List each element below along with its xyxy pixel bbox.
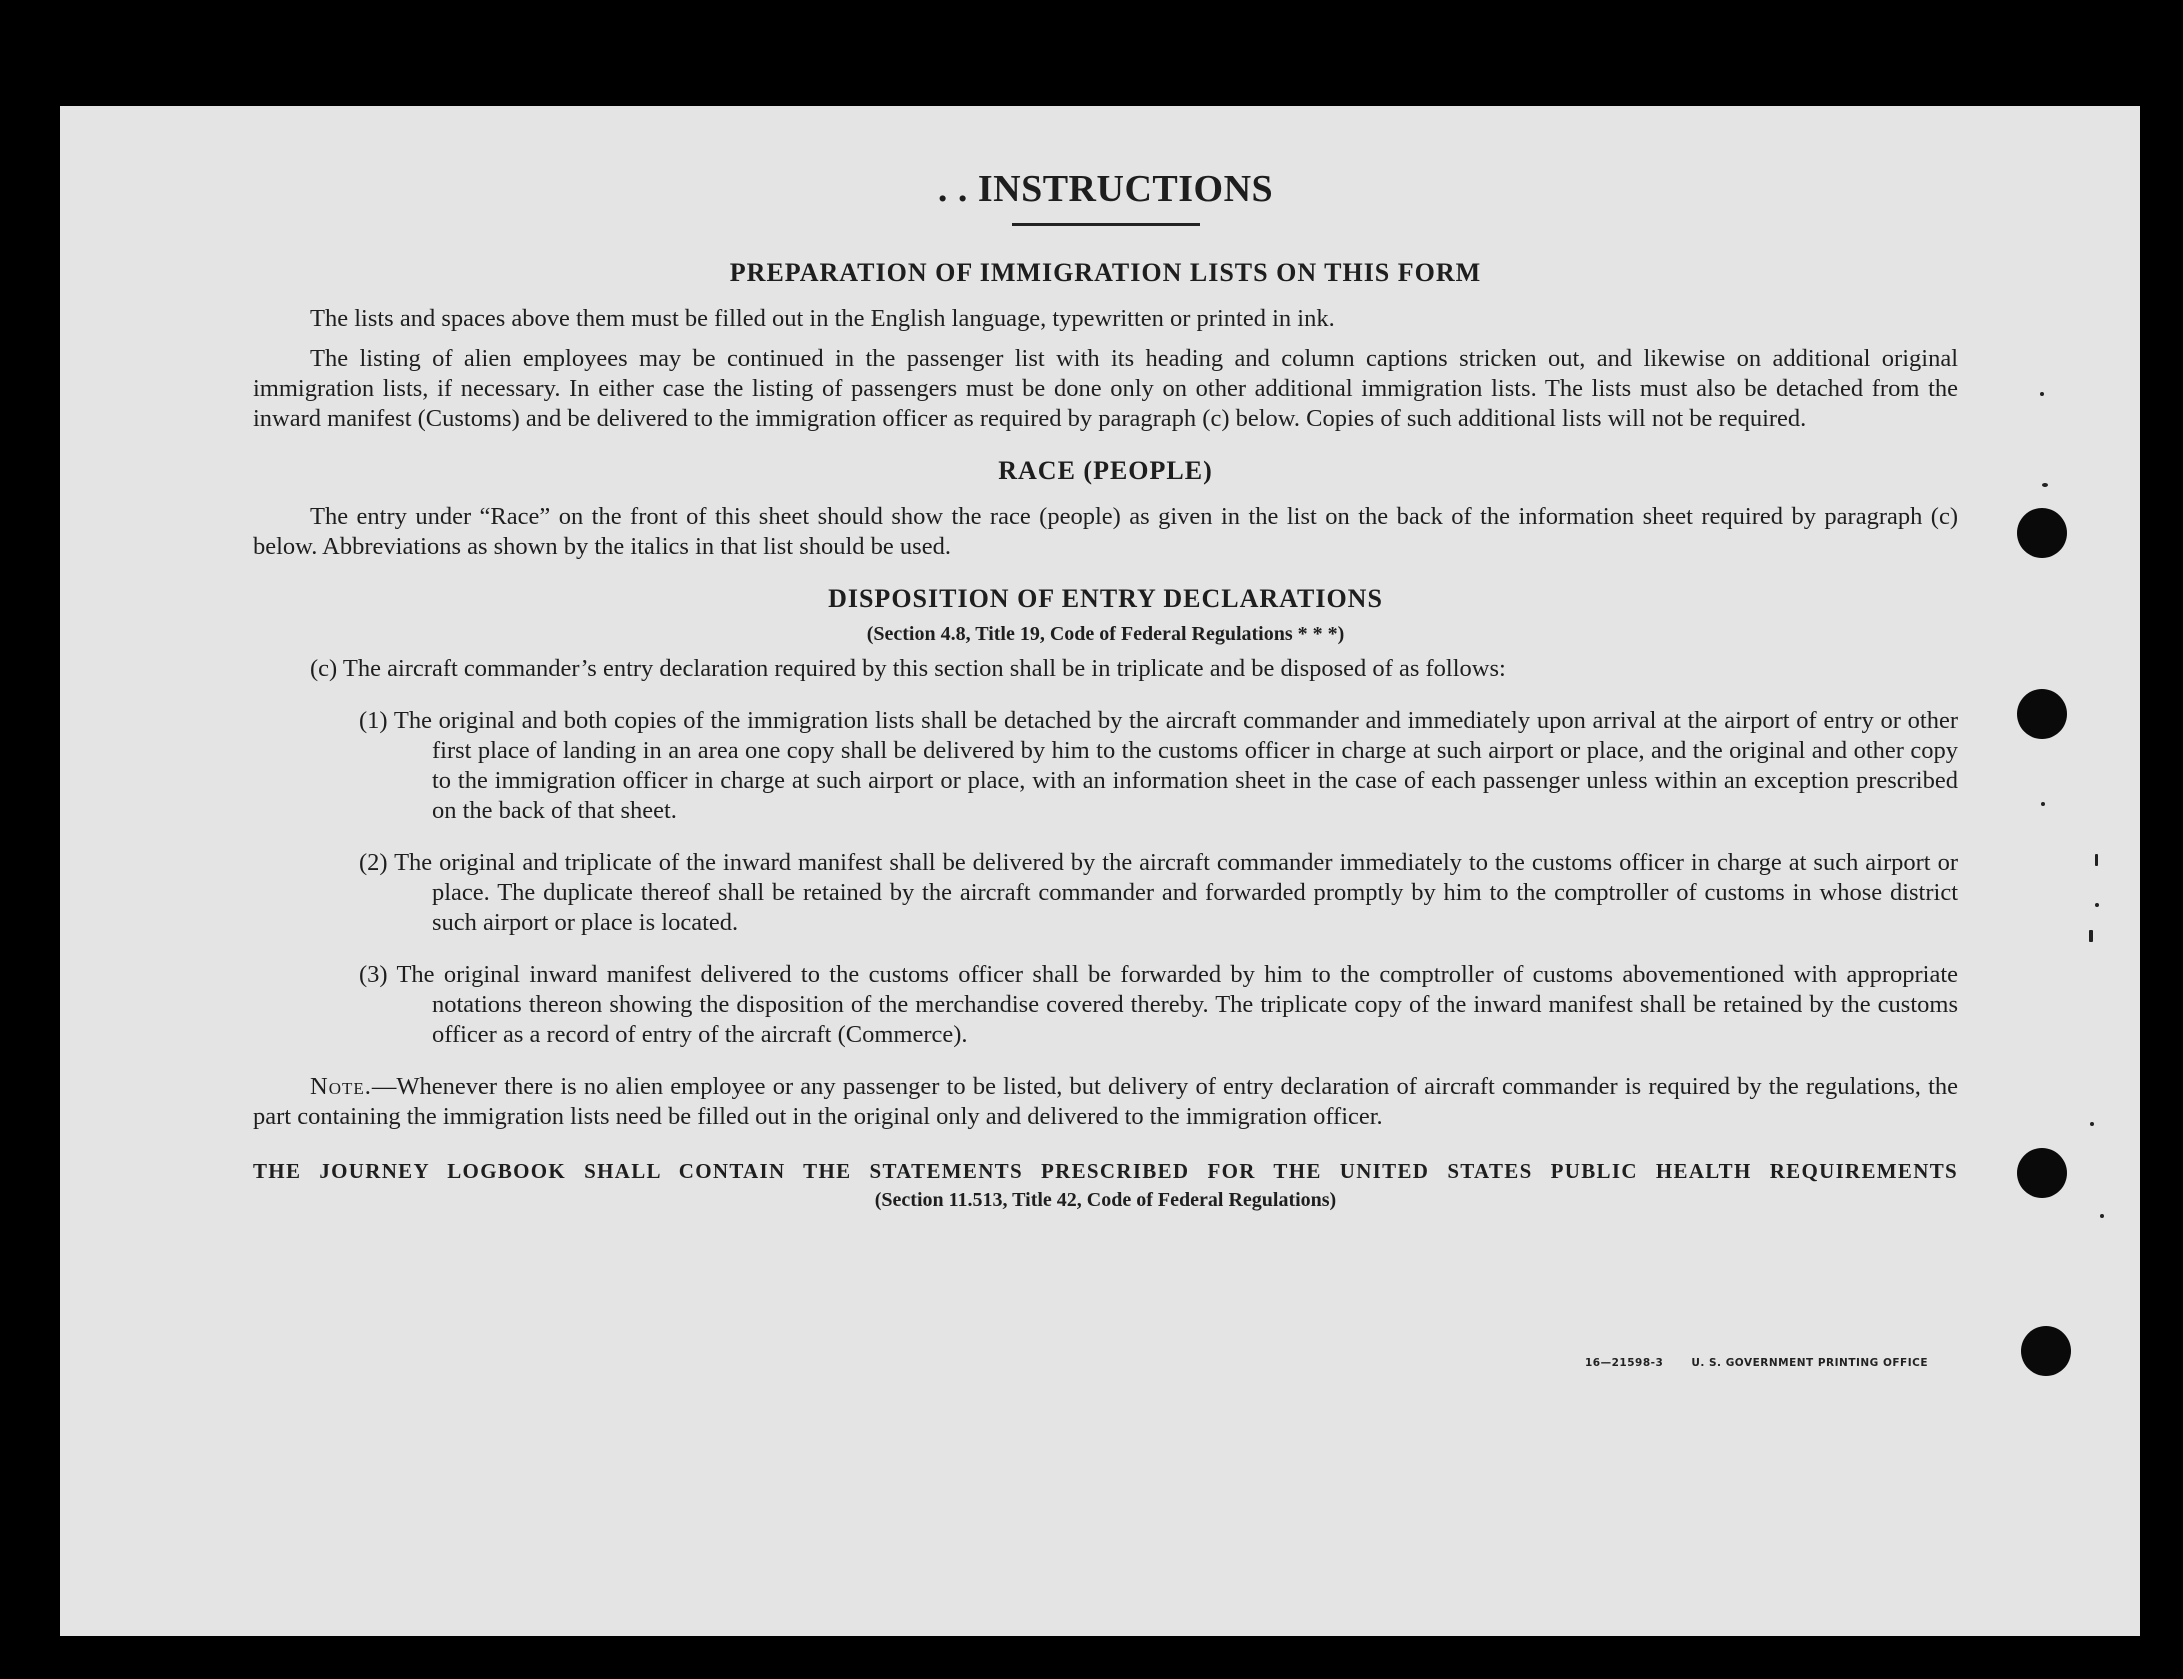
section-heading-race: RACE (PEOPLE) (998, 456, 1213, 485)
note-label: Note. (310, 1073, 372, 1100)
speck (2095, 903, 2099, 907)
speck (2090, 1122, 2094, 1126)
punch-hole-4 (2021, 1326, 2071, 1376)
paragraph-race-entry: The entry under “Race” on the front of this sheet should show the race (people) as given in the list on the back of the information sheet required by paragraph (c) below. Abbreviations as shown by the italics in that list should be used. (253, 503, 1958, 560)
printer-imprint (1585, 1357, 1928, 1369)
printing-office: U. S. GOVERNMENT PRINTING OFFICE (1691, 1357, 1929, 1369)
note-text: —Whenever there is no alien employee or any passenger to be listed, but delivery of entry declaration of aircraft commander is required by the regulations, the part containing the immigration lists need be filled out in the original only and delivered to the immigration officer. (253, 1073, 1958, 1130)
list-item-1: (1) The original and both copies of the immigration lists shall be detached by the aircraft commander and immediately upon arrival at the airport of entry or other first place of landing in an area one copy shall be delivered by him to the customs officer in charge at such airport or place, and the original and other copy to the immigration officer in charge at such airport or place, with an information sheet in the case of each passenger unless within an exception prescribed on the back of that sheet. (359, 707, 1958, 824)
paragraph-alien-employees: The listing of alien employees may be continued in the passenger list with its heading and column captions stricken out, and likewise on additional original immigration lists, if necessary. In either case the listing of passengers must be done only on other additional immigration lists. The lists must also be detached from the inward manifest (Customs) and be delivered to the immigration officer as required by paragraph (c) below. Copies of such additional lists will not be required. (253, 345, 1958, 432)
health-requirements-line: THE JOURNEY LOGBOOK SHALL CONTAIN THE STATEMENTS PRESCRIBED FOR THE UNITED STATES PUBLIC HEALTH REQUIREMENTS (253, 1159, 1958, 1183)
section-heading-preparation: PREPARATION OF IMMIGRATION LISTS ON THIS FORM (729, 258, 1482, 287)
punch-hole-2 (2017, 689, 2067, 739)
page-title: . . INSTRUCTIONS (937, 168, 1274, 210)
citation-title-19: (Section 4.8, Title 19, Code of Federal Regulations * * *) (866, 623, 1345, 645)
speck (2095, 854, 2098, 866)
paragraph-c-intro: (c) The aircraft commander’s entry declaration required by this section shall be in triplicate and be disposed of as follows: (310, 655, 1506, 682)
note-paragraph (253, 1072, 1958, 1132)
speck (2040, 392, 2044, 396)
section-heading-disposition: DISPOSITION OF ENTRY DECLARATIONS (828, 584, 1383, 613)
speck (2100, 1214, 2104, 1218)
paragraph-lists-language: The lists and spaces above them must be filled out in the English language, typewritten or printed in ink. (310, 305, 1335, 332)
list-item-2: (2) The original and triplicate of the inward manifest shall be delivered by the aircraft commander immediately to the customs officer in charge at such airport or place. The duplicate thereof shall be retained by the aircraft commander and forwarded promptly by him to the comptroller of customs in whose district such airport or place is located. (359, 849, 1958, 936)
form-number: 16—21598-3 (1585, 1357, 1664, 1369)
title-underline (1012, 223, 1200, 226)
citation-title-42: (Section 11.513, Title 42, Code of Federal Regulations) (874, 1189, 1337, 1211)
speck (2089, 930, 2093, 942)
punch-hole-1 (2017, 508, 2067, 558)
list-item-3: (3) The original inward manifest delivered to the customs officer shall be forwarded by him to the comptroller of customs abovementioned with appropriate notations thereon showing the disposition of the merchandise covered thereby. The triplicate copy of the inward manifest shall be retained by the customs officer as a record of entry of the aircraft (Commerce). (359, 961, 1958, 1048)
speck (2041, 802, 2045, 806)
speck (2042, 483, 2048, 487)
punch-hole-3 (2017, 1148, 2067, 1198)
instructions-content (253, 163, 1958, 1214)
